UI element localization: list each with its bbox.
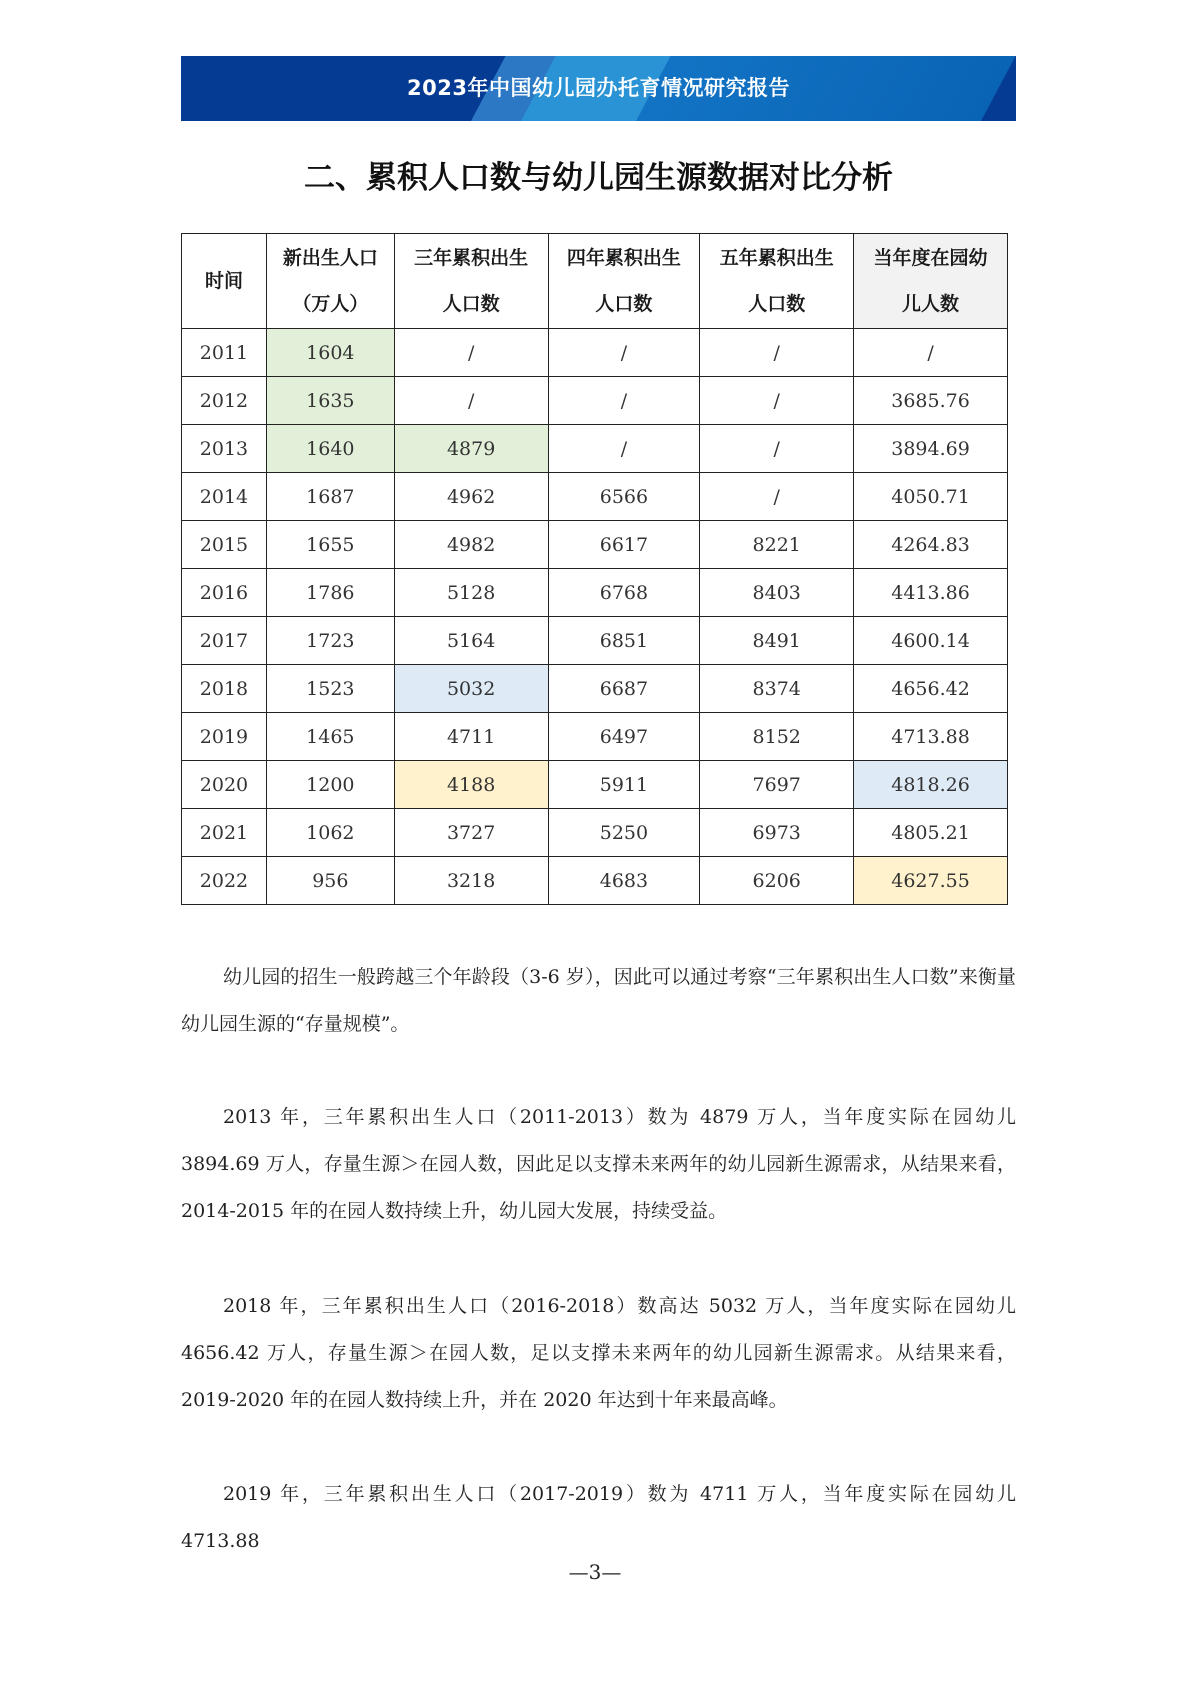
body-paragraph: 幼儿园的招生一般跨越三个年龄段（3-6 岁），因此可以通过考察“三年累积出生人口数”来衡量幼儿园生源的“存量规模”。 bbox=[181, 966, 1016, 1035]
cell-5yr: 8221 bbox=[700, 521, 854, 569]
cell-3yr: 3218 bbox=[394, 857, 548, 905]
cell-enrolled: 4713.88 bbox=[854, 713, 1008, 761]
cell-3yr: 5164 bbox=[394, 617, 548, 665]
cell-year: 2017 bbox=[182, 617, 267, 665]
cell-3yr: / bbox=[394, 329, 548, 377]
cell-4yr: 6687 bbox=[548, 665, 700, 713]
cell-5yr: / bbox=[700, 377, 854, 425]
body-paragraph: 2019 年，三年累积出生人口（2017-2019）数为 4711 万人，当年度实际在园幼儿 4713.88 bbox=[181, 1483, 1016, 1552]
cell-year: 2012 bbox=[182, 377, 267, 425]
cell-enrolled: 4264.83 bbox=[854, 521, 1008, 569]
table-row bbox=[182, 377, 1008, 425]
column-header-4yr-cumulative: 四年累积出生 人口数 bbox=[548, 234, 700, 329]
cell-4yr: 6617 bbox=[548, 521, 700, 569]
cell-new-births: 1200 bbox=[266, 761, 394, 809]
cell-3yr: 4962 bbox=[394, 473, 548, 521]
section-title: 二、累积人口数与幼儿园生源数据对比分析 bbox=[304, 160, 893, 196]
cell-year: 2016 bbox=[182, 569, 267, 617]
cell-3yr: 5128 bbox=[394, 569, 548, 617]
cell-year: 2019 bbox=[182, 713, 267, 761]
table-row bbox=[182, 617, 1008, 665]
cell-5yr: / bbox=[700, 473, 854, 521]
cell-4yr: / bbox=[548, 425, 700, 473]
cell-enrolled: 4805.21 bbox=[854, 809, 1008, 857]
cell-4yr: / bbox=[548, 377, 700, 425]
column-header-new-births: 新出生人口 （万人） bbox=[266, 234, 394, 329]
body-paragraph: 2013 年，三年累积出生人口（2011-2013）数为 4879 万人，当年度实际在园幼儿 3894.69 万人，存量生源＞在园人数，因此足以支撑未来两年的幼儿园新生源需求，从结果来看，2014-2015 年的在园人数持续上升，幼儿园大发展，持续受益。 bbox=[181, 1106, 1016, 1222]
report-header-banner bbox=[181, 56, 1016, 121]
cell-3yr: 5032 bbox=[394, 665, 548, 713]
report-title: 2023年中国幼儿园办托育情况研究报告 bbox=[407, 76, 790, 100]
cell-enrolled: 4656.42 bbox=[854, 665, 1008, 713]
cell-new-births: 1640 bbox=[266, 425, 394, 473]
cell-4yr: 6851 bbox=[548, 617, 700, 665]
cell-enrolled: 3685.76 bbox=[854, 377, 1008, 425]
table-row bbox=[182, 329, 1008, 377]
cell-4yr: 4683 bbox=[548, 857, 700, 905]
cell-enrolled: 4413.86 bbox=[854, 569, 1008, 617]
cell-year: 2013 bbox=[182, 425, 267, 473]
table-row bbox=[182, 521, 1008, 569]
cell-new-births: 1687 bbox=[266, 473, 394, 521]
cell-new-births: 956 bbox=[266, 857, 394, 905]
table-row bbox=[182, 761, 1008, 809]
cell-4yr: 6566 bbox=[548, 473, 700, 521]
column-header-5yr-cumulative: 五年累积出生 人口数 bbox=[700, 234, 854, 329]
cell-new-births: 1465 bbox=[266, 713, 394, 761]
cell-new-births: 1635 bbox=[266, 377, 394, 425]
cell-enrolled: 3894.69 bbox=[854, 425, 1008, 473]
table-row bbox=[182, 857, 1008, 905]
population-comparison-table bbox=[181, 233, 1008, 905]
body-paragraph: 2018 年，三年累积出生人口（2016-2018）数高达 5032 万人，当年度实际在园幼儿 4656.42 万人，存量生源＞在园人数，足以支撑未来两年的幼儿园新生源需求。从结果来看，2019-2020 年的在园人数持续上升，并在 2020 年达到十年来最高峰。 bbox=[181, 1295, 1016, 1411]
table-header-row bbox=[182, 234, 1008, 329]
cell-new-births: 1655 bbox=[266, 521, 394, 569]
cell-5yr: 8374 bbox=[700, 665, 854, 713]
cell-year: 2015 bbox=[182, 521, 267, 569]
cell-year: 2011 bbox=[182, 329, 267, 377]
table-row bbox=[182, 473, 1008, 521]
cell-new-births: 1062 bbox=[266, 809, 394, 857]
cell-5yr: 8403 bbox=[700, 569, 854, 617]
table-row bbox=[182, 713, 1008, 761]
cell-5yr: 8152 bbox=[700, 713, 854, 761]
cell-enrolled: 4627.55 bbox=[854, 857, 1008, 905]
column-header-3yr-cumulative: 三年累积出生 人口数 bbox=[394, 234, 548, 329]
cell-5yr: / bbox=[700, 329, 854, 377]
cell-year: 2020 bbox=[182, 761, 267, 809]
cell-5yr: 8491 bbox=[700, 617, 854, 665]
cell-enrolled: 4050.71 bbox=[854, 473, 1008, 521]
cell-4yr: 6497 bbox=[548, 713, 700, 761]
cell-5yr: 7697 bbox=[700, 761, 854, 809]
cell-year: 2018 bbox=[182, 665, 267, 713]
cell-3yr: 4879 bbox=[394, 425, 548, 473]
table-row bbox=[182, 809, 1008, 857]
cell-5yr: / bbox=[700, 425, 854, 473]
cell-4yr: 5250 bbox=[548, 809, 700, 857]
column-header-year: 时间 bbox=[182, 234, 267, 329]
cell-4yr: / bbox=[548, 329, 700, 377]
cell-enrolled: / bbox=[854, 329, 1008, 377]
cell-enrolled: 4818.26 bbox=[854, 761, 1008, 809]
cell-3yr: 4982 bbox=[394, 521, 548, 569]
cell-new-births: 1723 bbox=[266, 617, 394, 665]
cell-5yr: 6206 bbox=[700, 857, 854, 905]
cell-new-births: 1786 bbox=[266, 569, 394, 617]
cell-3yr: 3727 bbox=[394, 809, 548, 857]
table-row bbox=[182, 665, 1008, 713]
cell-enrolled: 4600.14 bbox=[854, 617, 1008, 665]
cell-year: 2022 bbox=[182, 857, 267, 905]
cell-year: 2021 bbox=[182, 809, 267, 857]
column-header-enrolled: 当年度在园幼 儿人数 bbox=[854, 234, 1008, 329]
cell-year: 2014 bbox=[182, 473, 267, 521]
cell-3yr: / bbox=[394, 377, 548, 425]
table-row bbox=[182, 569, 1008, 617]
cell-4yr: 6768 bbox=[548, 569, 700, 617]
cell-new-births: 1604 bbox=[266, 329, 394, 377]
cell-3yr: 4711 bbox=[394, 713, 548, 761]
page-number: —3— bbox=[568, 1560, 622, 1584]
cell-5yr: 6973 bbox=[700, 809, 854, 857]
table-row bbox=[182, 425, 1008, 473]
cell-3yr: 4188 bbox=[394, 761, 548, 809]
cell-4yr: 5911 bbox=[548, 761, 700, 809]
cell-new-births: 1523 bbox=[266, 665, 394, 713]
